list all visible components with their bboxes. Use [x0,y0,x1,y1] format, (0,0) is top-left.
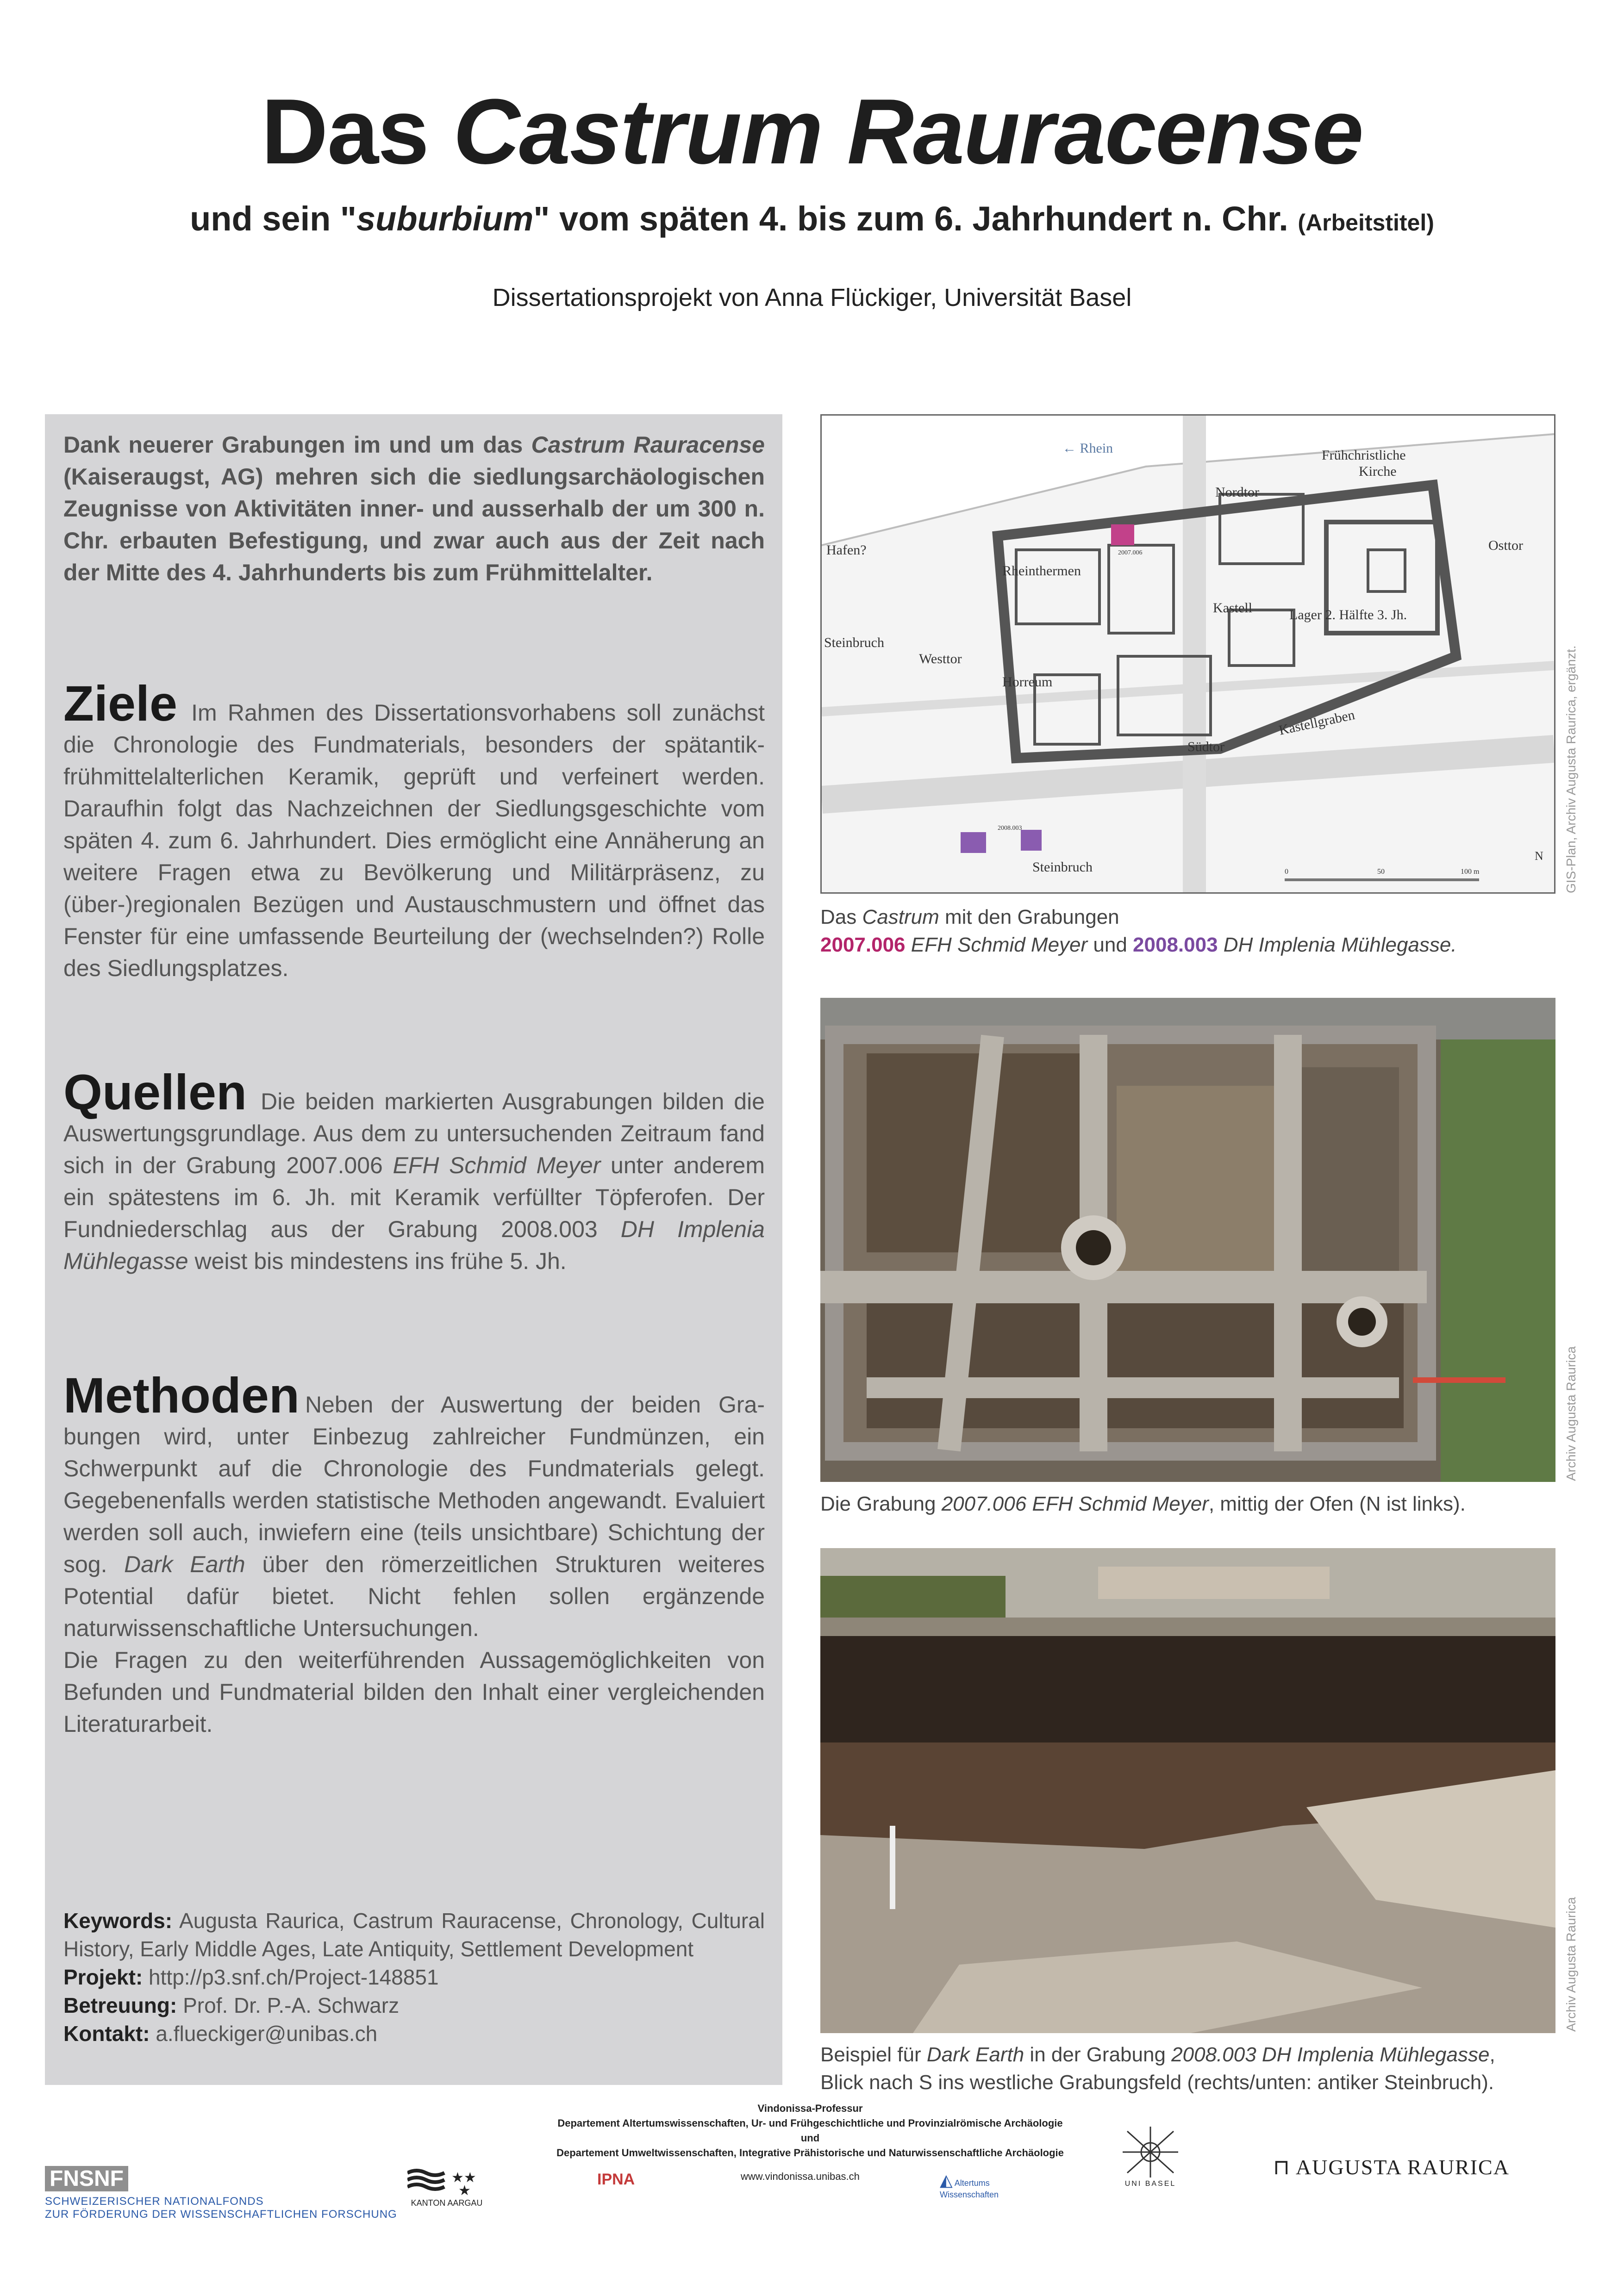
snf-logo[interactable]: FNSNF SCHWEIZERISCHER NATIONALFONDS ZUR FÖRDERUNG DER WISSENSCHAFTLICHEN FORSCHUNG [45,2166,397,2221]
project-meta: Keywords: Augusta Raurica, Castrum Rauracense, Chronology, Cultural History, Early Middle Ages, Late Antiquity, Settlement Development Projekt: http://p3.snf.ch/Project-148851 Betreuung: Prof. Dr. P.-A. Schwarz Kontakt: a.flueckiger@unibas.ch [63,1909,765,2046]
heading-methoden: Methoden [63,1367,300,1423]
label-rheinthermen: Rheinthermen [1002,563,1081,579]
label-lager: Lager 2. Hälfte 3. Jh. [1289,607,1407,622]
svg-text:★: ★ [458,2183,471,2196]
author-line: Dissertationsprojekt von Anna Flückiger, Universität Basel [492,284,1132,311]
snf-mark: FNSNF [45,2166,128,2191]
castrum-map [820,414,1555,894]
photo2-caption: Beispiel für Dark Earth in der Grabung 2008.003 DH Implenia Mühlegasse, Blick nach S ins westliche Grabungsfeld (rechts/unten: antiker Steinbruch). [820,2043,1495,2094]
intro-paragraph: Dank neuerer Grabungen im und um das Castrum Rauracense (Kaiseraugst, AG) mehren sich die siedlungsarchäologischen Zeugnisse von Aktivitäten inner- und ausserhalb der um 300 n. Chr. erbauten Befestigung, und zwar auch aus der Zeit nach der Mitte des 4. Jahrhunderts bis zum Frühmittelalter. [63,432,765,585]
label-osttor: Osttor [1488,538,1523,553]
label-suedtor: Südtor [1187,739,1225,754]
map-credit: GIS-Plan, Archiv Augusta Raurica, ergänzt. [1564,645,1578,893]
column-icon: ⊓ [1273,2155,1291,2179]
label-westtor: Westtor [919,651,962,666]
label-steinbruch-1: Steinbruch [824,635,884,650]
label-kastellgraben: Kastellgraben [1277,707,1356,738]
photo2-credit: Archiv Augusta Raurica [1564,1897,1578,2032]
label-rhein: ← Rhein [1062,441,1113,456]
label-nordtor: Nordtor [1215,485,1259,500]
heading-quellen: Quellen [63,1064,247,1120]
excavation-photo-2007 [820,998,1555,1482]
aargau-emblem-icon [407,2168,486,2196]
section-ziele: Ziele Im Rahmen des Dissertationsvorhabens soll zunächst die Chronologie des Fundmaterials, besonders der spätantik-frühmittelalterlichen Keramik, geprüft und verfeinert werden. Daraufhin folgt das Nachzeichnen der Siedlungsgeschichte vom späten 4. zum 6. Jahrhundert. Dies ermöglicht eine Annäherung an weitere Fragen etwa zu Bevölkerung und Militärpräsenz, zu (über-)regionalen Bezügen und Austauschmustern und öffnet das Fenster für eine umfassende Beurteilung der (wechselnden?) Rolle des Siedlungsplatzes. [63,675,765,981]
label-scale-50: 50 [1377,868,1385,876]
kanton-aargau-logo[interactable]: ★★ ★ KANTON AARGAU [405,2168,488,2208]
unibasel-logo[interactable]: UNI BASEL [1120,2127,1181,2188]
photo1-credit: Archiv Augusta Raurica [1564,1346,1578,1481]
photo1-caption: Die Grabung 2007.006 EFH Schmid Meyer, mittig der Ofen (N ist links). [820,1493,1466,1515]
map-caption: Das Castrum mit den Grabungen 2007.006 EFH Schmid Meyer und 2008.003 DH Implenia Mühlegasse. [820,906,1457,956]
altertums-logo[interactable]: ◭ Altertums Wissenschaften [940,2171,999,2199]
label-scale-0: 0 [1285,868,1288,876]
label-north: N [1535,849,1543,863]
altertums-icon: ◭ [940,2171,953,2190]
label-hafen: Hafen? [826,542,867,558]
label-kirche-1: Frühchristliche [1322,448,1406,463]
dark-earth-photo-2008-graphic [820,1548,1555,2033]
excavation-photo-2007-graphic [820,998,1555,1482]
label-scale-100: 100 m [1461,868,1480,876]
label-kastell: Kastell [1213,600,1252,616]
vindonissa-block: Vindonissa-Professur Departement Altertumswissenschaften, Ur- und Frühgeschichtliche und Provinzialrömische Archäologie und Departement Umweltwissenschaften, Integrative Prähistorische und Naturwissenschaftliche Archäologie [556,2103,1064,2159]
map-graphic [822,416,1554,892]
section-quellen: Quellen Die beiden markierten Ausgrabungen bilden die Auswertungsgrundlage. Aus dem zu untersuchenden Zeitraum fand sich in der Grabung 2007.006 EFH Schmid Meyer unter anderem ein spätestens im 6. Jh. mit Keramik verfüllter Töpferofen. Der Fundniederschlag aus der Grabung 2008.003 DH Implenia Mühlegasse weist bis mindestens ins frühe 5. Jh. [63,1064,765,1274]
vindonissa-url[interactable]: www.vindonissa.unibas.ch [741,2171,860,2182]
page-subtitle: und sein "suburbium" vom späten 4. bis zum 6. Jahrhundert n. Chr. (Arbeitstitel) [190,199,1434,238]
ipna-logo[interactable]: IPNA [597,2171,635,2188]
heading-ziele: Ziele [63,675,178,731]
label-horreum: Horreum [1002,674,1053,690]
augusta-raurica-logo[interactable]: ⊓ AUGUSTA RAURICA [1273,2155,1510,2179]
label-g2007: 2007.006 [1118,549,1143,556]
project-link[interactable]: http://p3.snf.ch/Project-148851 [143,1965,439,1989]
label-kirche-2: Kirche [1359,464,1397,479]
label-g2008: 2008.003 [998,825,1022,832]
svg-text:★★: ★★ [451,2170,476,2185]
label-steinbruch-2: Steinbruch [1032,859,1093,875]
section-methoden: Methoden Neben der Auswertung der beiden Grabungen wird, unter Einbezug zahlreicher Fundmünzen, ein Schwerpunkt auf die Chronologie des Fundmaterials gelegt. Gegebenenfalls werden statistische Methoden angewandt. Evaluiert werden soll auch, inwiefern eine (teils unsichtbare) Schichtung der sog. Dark Earth über den römerzeitlichen Strukturen weiteres Potential dafür bietet. Nicht fehlen sollen ergänzende naturwissenschaftliche Untersuchungen. Die Fragen zu den weiterführenden Aussagemöglichkeiten von Befunden und Fundmaterial bilden den Inhalt einer vergleichenden Literaturarbeit. [63,1367,765,1737]
contact-email[interactable]: a.flueckiger@unibas.ch [150,2022,378,2046]
dark-earth-photo-2008 [820,1548,1555,2033]
page-title: Das Castrum Rauracense [261,80,1363,183]
text-panel [45,414,782,2085]
unibasel-emblem-icon [1123,2127,1178,2178]
